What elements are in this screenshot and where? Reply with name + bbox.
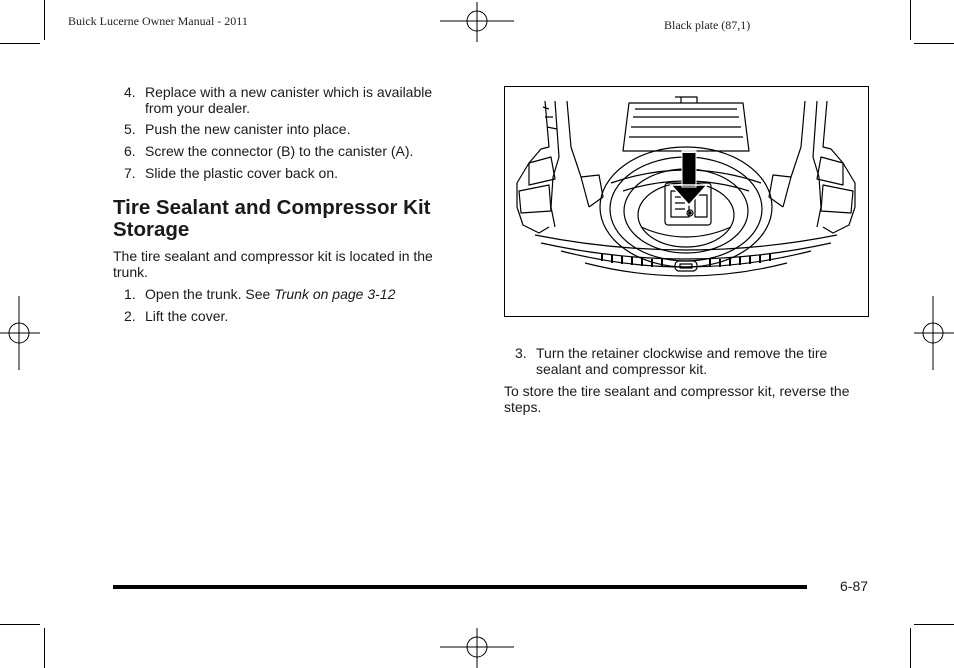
intro-paragraph: The tire sealant and compressor kit is located in the trunk.: [113, 248, 433, 280]
trunk-illustration: [505, 87, 867, 315]
registration-mark-left: [0, 296, 40, 370]
header-manual-title: Buick Lucerne Owner Manual - 2011: [68, 14, 248, 28]
trunk-illustration-figure: [504, 86, 869, 317]
trunk-page-reference[interactable]: Trunk on page 3-12: [274, 286, 396, 302]
registration-mark-right: [914, 296, 954, 370]
page-number: 6-87: [840, 578, 869, 594]
closing-paragraph: To store the tire sealant and compressor kit, reverse the steps.: [504, 383, 850, 415]
header-plate-label: Black plate (87,1): [664, 18, 751, 32]
section-heading: Tire Sealant and Compressor Kit Storage: [113, 196, 431, 241]
registration-mark-top: [440, 2, 514, 42]
registration-mark-bottom: [440, 628, 514, 668]
footer-rule: [113, 585, 807, 589]
